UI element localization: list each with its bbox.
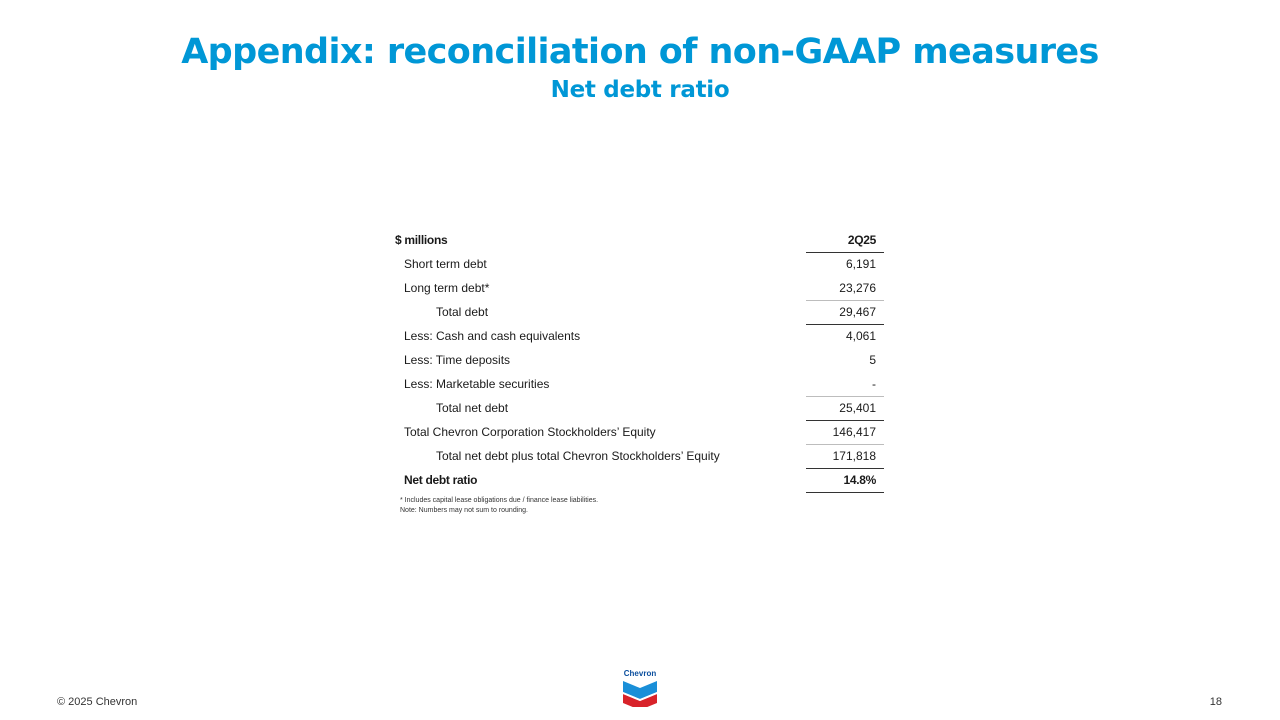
footnotes <box>400 496 598 515</box>
logo-wordmark: Chevron <box>623 669 657 678</box>
table-row <box>394 300 884 324</box>
table-header-row <box>394 228 884 252</box>
row-label: Net debt ratio <box>404 473 478 487</box>
row-value: 25,401 <box>806 396 884 420</box>
table-row <box>394 252 884 276</box>
row-label: Total Chevron Corporation Stockholders’ Equity <box>404 425 656 439</box>
row-label: Total net debt plus total Chevron Stockholders’ Equity <box>436 449 720 463</box>
row-label: Less: Cash and cash equivalents <box>404 329 581 343</box>
row-value: 146,417 <box>806 420 884 444</box>
row-label: Less: Marketable securities <box>404 377 550 391</box>
table-row <box>394 348 884 372</box>
net-debt-table <box>394 228 884 493</box>
row-value: 4,061 <box>845 329 876 344</box>
row-value: - <box>806 372 884 396</box>
row-label: Less: Time deposits <box>404 353 511 367</box>
row-value: 171,818 <box>806 444 884 468</box>
table-row <box>394 276 884 300</box>
row-label: Short term debt <box>404 257 487 271</box>
unit-label: $ millions <box>395 233 448 247</box>
row-value: 14.8% <box>806 468 884 492</box>
row-value: 5 <box>869 353 876 367</box>
row-label: Total net debt <box>436 401 509 415</box>
row-value: 23,276 <box>806 276 884 300</box>
table-row-total <box>394 468 884 492</box>
table-row <box>394 324 884 348</box>
period-header: 2Q25 <box>806 228 884 252</box>
page-number: 18 <box>1209 696 1222 708</box>
row-label: Total debt <box>436 305 489 319</box>
copyright: © 2025 Chevron <box>57 696 138 708</box>
row-value: 29,467 <box>806 300 884 324</box>
row-value: 6,191 <box>845 257 876 272</box>
table-row <box>394 396 884 420</box>
chevron-logo <box>621 669 659 709</box>
table-row <box>394 420 884 444</box>
footnote-lease: * Includes capital lease obligations due / finance lease liabilities. <box>400 497 599 504</box>
footnote-rounding: Note: Numbers may not sum to rounding. <box>400 506 529 514</box>
page-title: Appendix: reconciliation of non-GAAP measures <box>181 32 1099 72</box>
table-row <box>394 444 884 468</box>
table-row <box>394 372 884 396</box>
row-label: Long term debt* <box>404 281 490 295</box>
page-subtitle: Net debt ratio <box>550 77 730 103</box>
chevron-logo-icon <box>623 679 657 707</box>
